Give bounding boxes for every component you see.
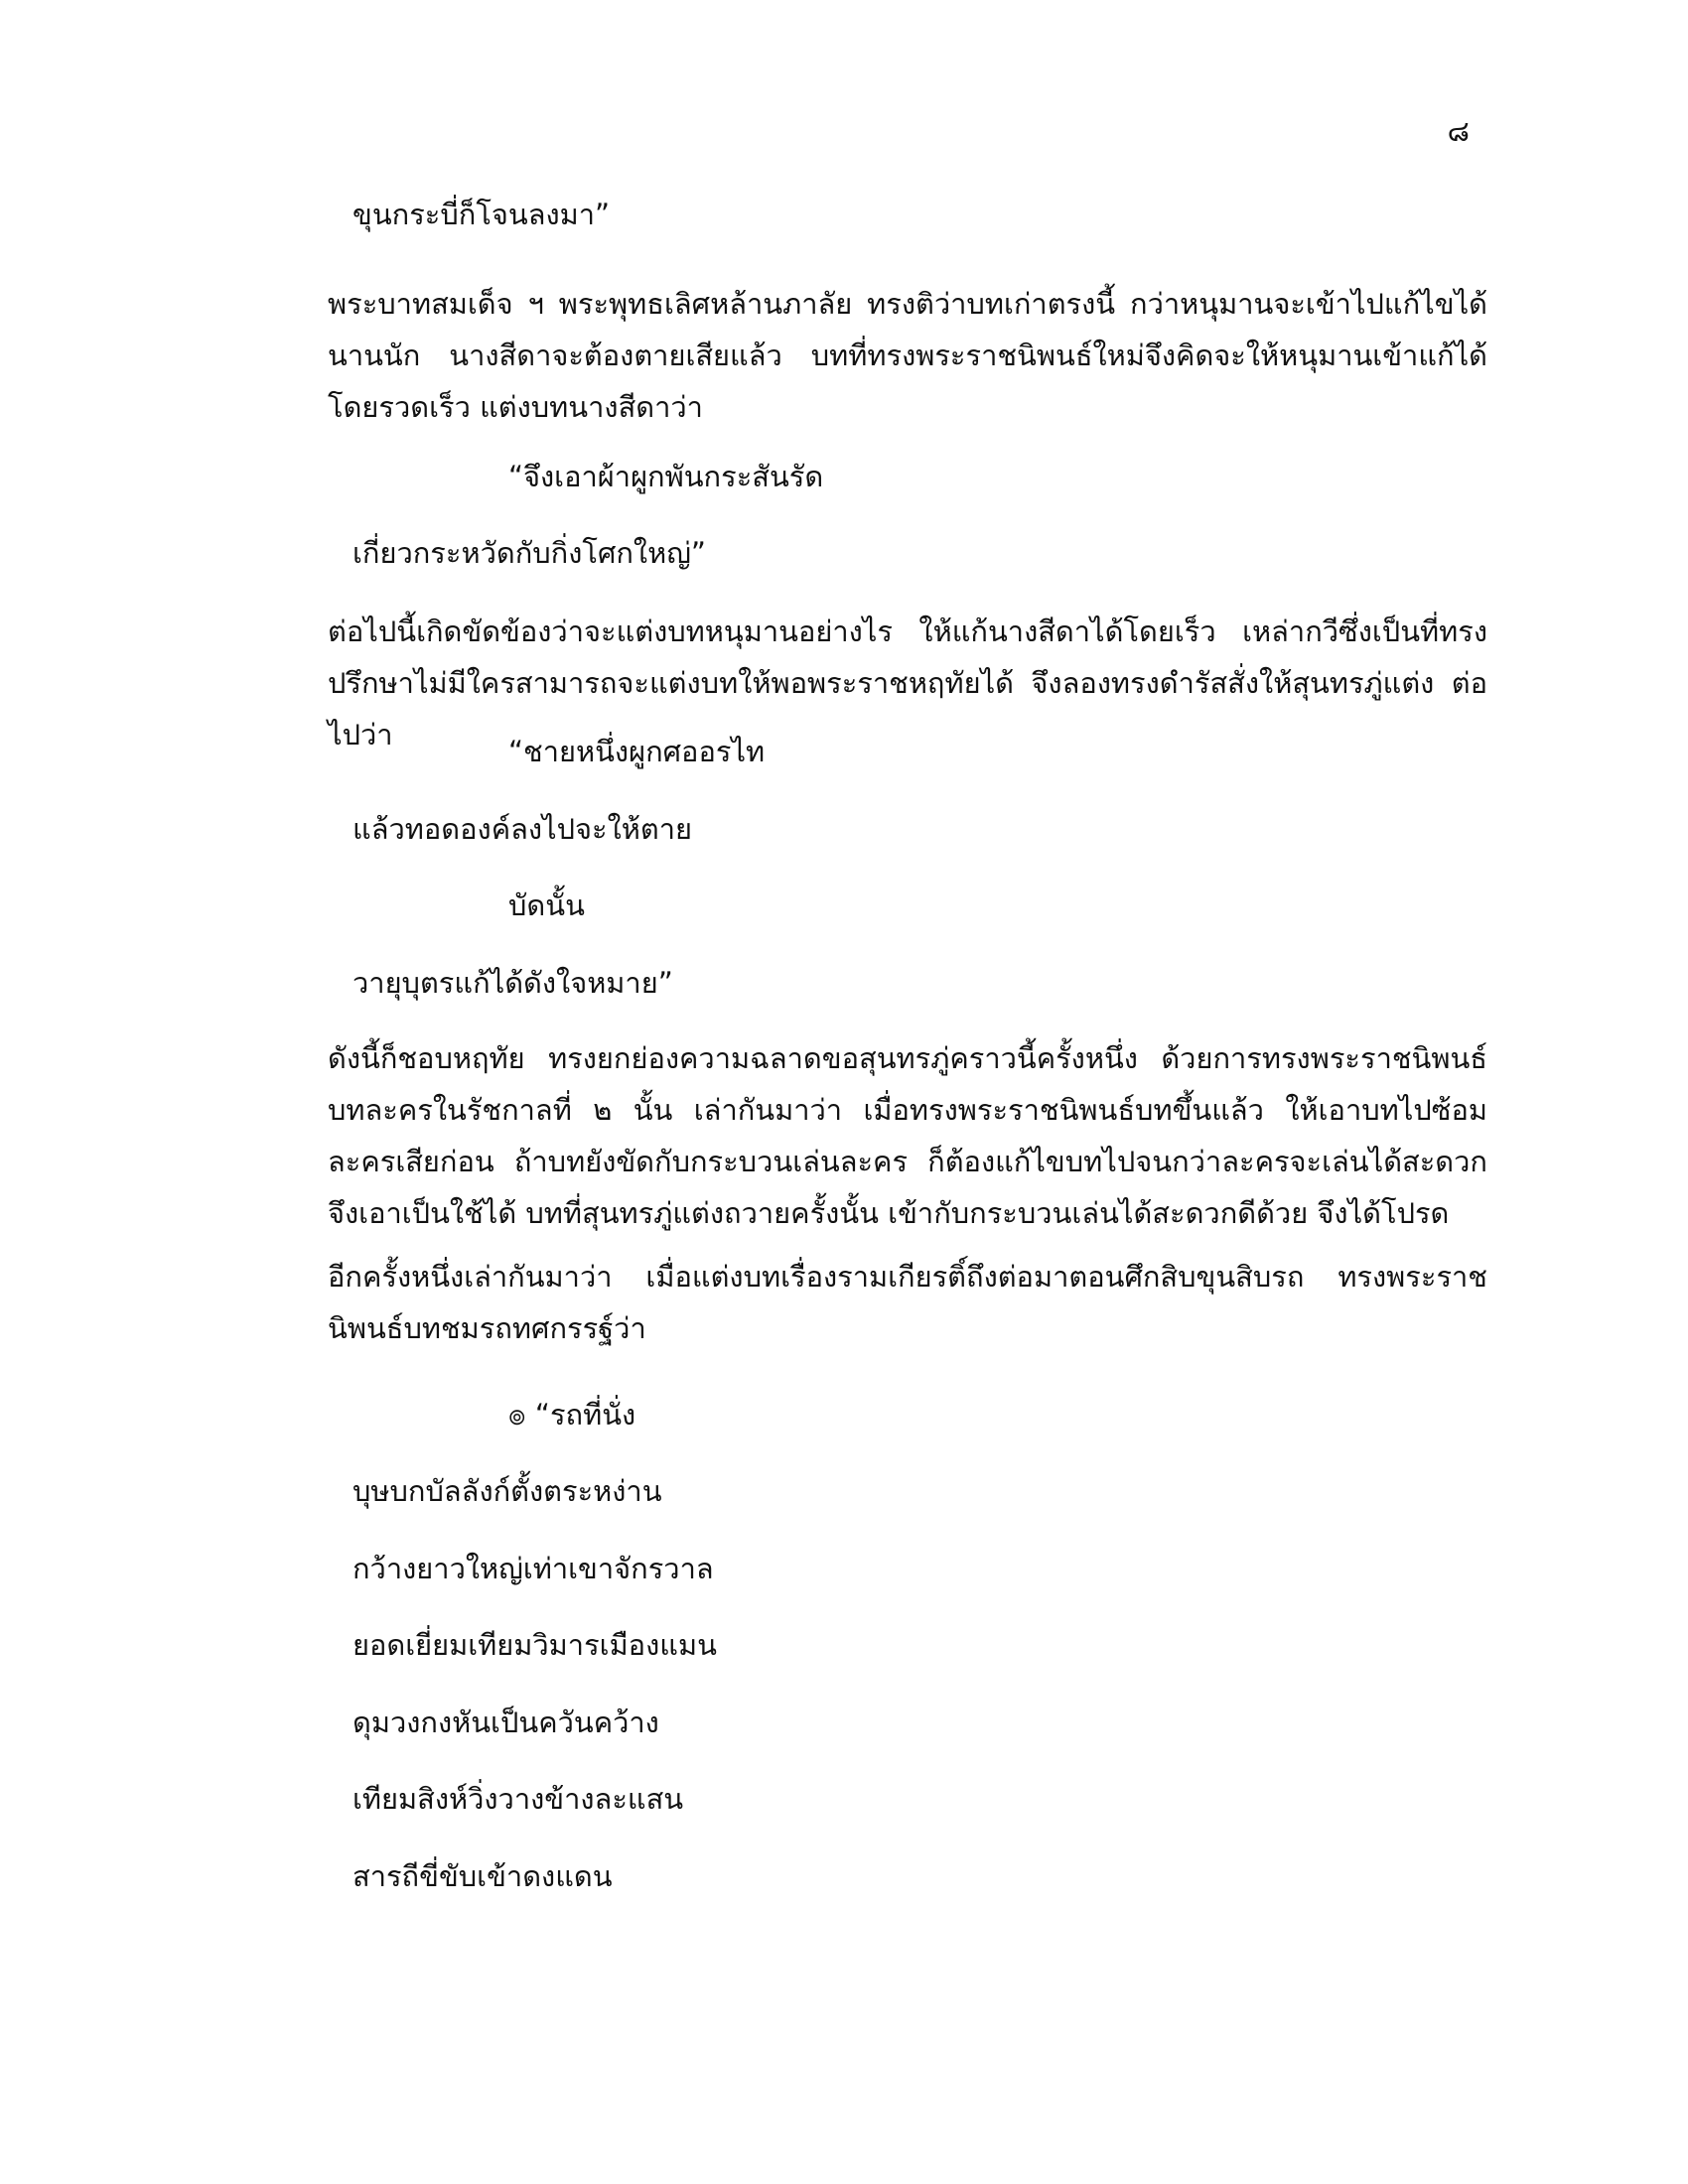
verse-line: เกี่ยวกระหวัดกับกิ่งโศกใหญ่” — [352, 536, 706, 570]
verse-line: บัดนั้น — [508, 888, 585, 922]
paragraph — [197, 1032, 1487, 1239]
paragraph — [197, 606, 1487, 760]
paragraph-text: อีกครั้งหนึ่งเล่ากันมาว่า เมื่อแต่งบทเรื่องรามเกียรติ์ถึงต่อมาตอนศึกสิบขุนสิบรถ ทรงพระราชนิพนธ์บทชมรถทศกรรฐ์ว่า — [328, 1260, 1487, 1345]
paragraph-text: ดังนี้ก็ชอบหฤทัย ทรงยกย่องความฉลาดขอสุนทรภู่คราวนี้ครั้งหนึ่ง ด้วยการทรงพระราชนิพนธ์บทละครในรัชกาลที่ ๒ นั้น เล่ากันมาว่า เมื่อทรงพระราชนิพนธ์บทขึ้นแล้ว ให้เอาบทไปซ้อมละครเสียก่อน ถ้าบทยังขัดกับกระบวนเล่นละคร ก็ต้องแก้ไขบทไปจนกว่าละครจะเล่นได้สะดวก จึงเอาเป็นใช้ได้ บทที่สุนทรภู่แต่งถวายครั้งนั้น เข้ากับกระบวนเล่นได้สะดวกดีด้วย จึงได้โปรด — [328, 1041, 1487, 1230]
verse-line: ๏ “รถที่นั่ง — [508, 1398, 636, 1432]
paragraph-text: พระบาทสมเด็จ ฯ พระพุทธเลิศหล้านภาลัย ทรงติว่าบทเก่าตรงนี้ กว่าหนุมานจะเข้าไปแก้ไขได้นานนัก นางสีดาจะต้องตายเสียแล้ว บทที่ทรงพระราชนิพนธ์ใหม่จึงคิดจะให้หนุมานเข้าแก้ได้โดยรวดเร็ว แต่งบทนางสีดาว่า — [328, 287, 1487, 424]
paragraph — [197, 1251, 1487, 1354]
verse-line: ยอดเยี่ยมเทียมวิมารเมืองแมน — [352, 1628, 717, 1662]
verse-line: กว้างยาวใหญ่เท่าเขาจักรวาล — [352, 1552, 714, 1585]
verse-line: สารถีขี่ขับเข้าดงแดน — [352, 1859, 613, 1893]
verse-line: บุษบกบัลลังก์ตั้งตระหง่าน — [352, 1474, 662, 1508]
paragraph — [197, 278, 1487, 433]
paragraph-text: ต่อไปนี้เกิดขัดข้องว่าจะแต่งบทหนุมานอย่างไร ให้แก้นางสีดาได้โดยเร็ว เหล่ากวีซึ่งเป็นที่ทรงปรึกษาไม่มีใครสามารถจะแต่งบทให้พอพระราชหฤทัยได้ จึงลองทรงดำรัสสั่งให้สุนทรภู่แต่ง ต่อไปว่า — [328, 614, 1487, 751]
verse-line: ขุนกระบี่ก็โจนลงมา” — [352, 198, 611, 231]
verse-line: “ชายหนึ่งผูกศออรไท — [508, 735, 766, 768]
page-number: ๘ — [1447, 114, 1470, 148]
verse-line: ดุมวงกงหันเป็นควันคว้าง — [352, 1706, 659, 1739]
verse-line: เทียมสิงห์วิ่งวางข้างละแสน — [352, 1782, 684, 1816]
verse-line: แล้วทอดองค์ลงไปจะให้ตาย — [352, 812, 692, 846]
verse-line: วายุบุตรแก้ได้ดังใจหมาย” — [352, 966, 673, 1000]
verse-line: “จึงเอาผ้าผูกพันกระสันรัด — [508, 460, 824, 493]
